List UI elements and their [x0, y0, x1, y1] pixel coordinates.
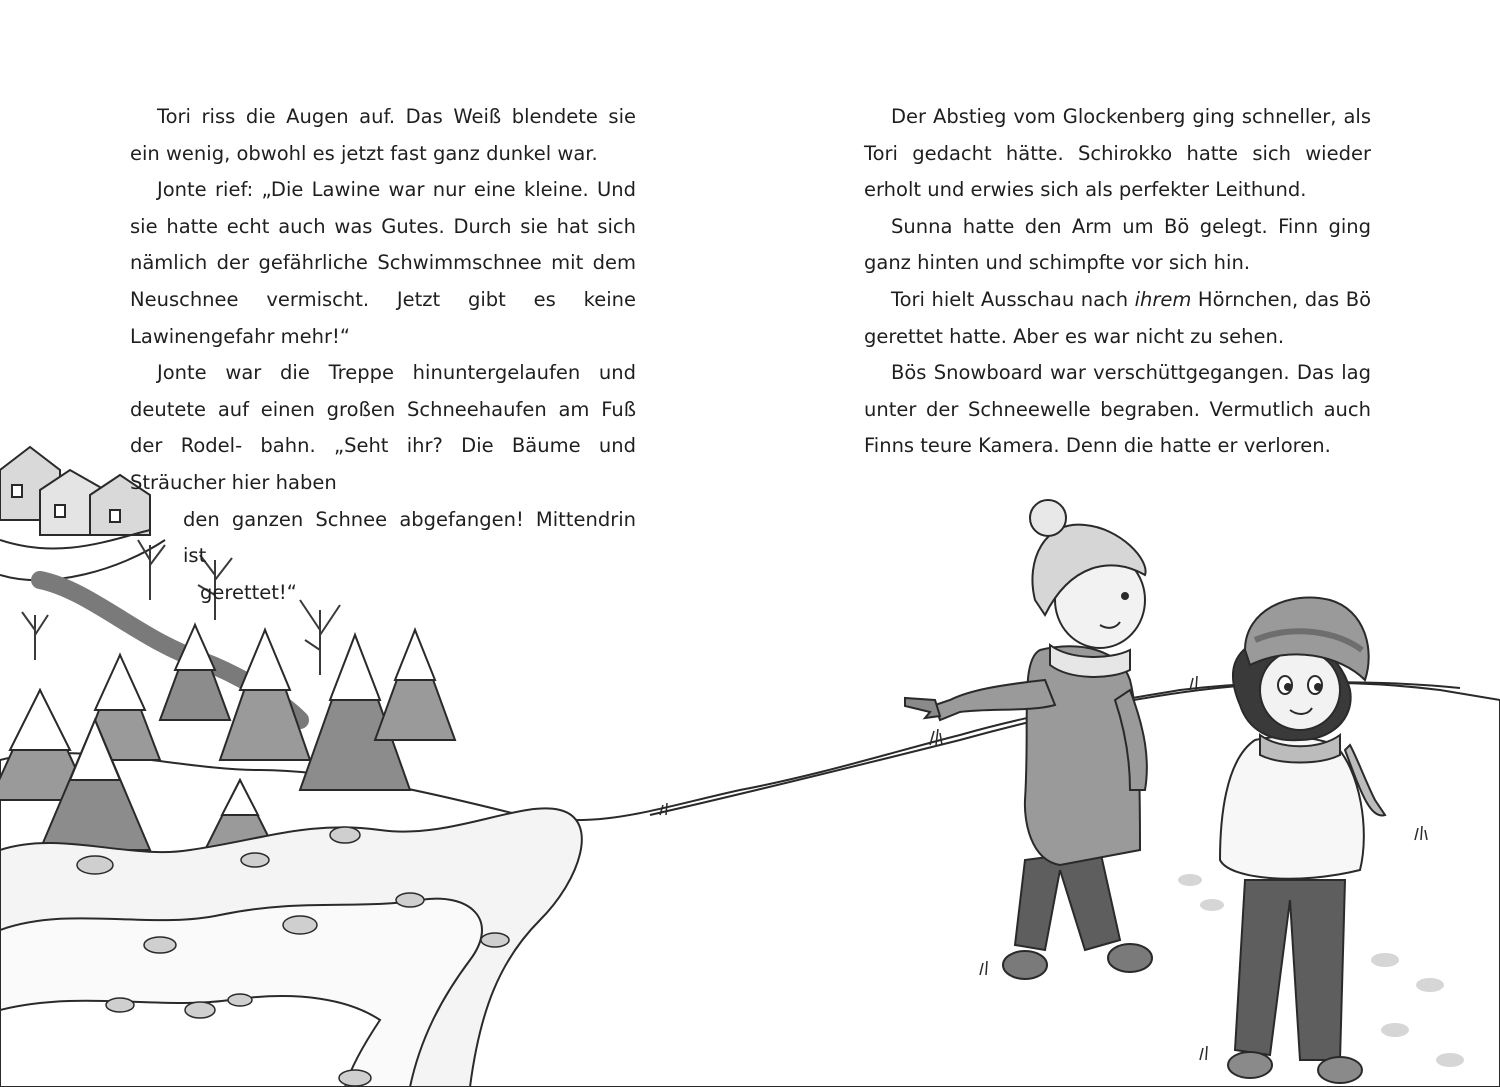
text-line: bahn. „Seht ihr? Die Bäume und Sträucher hier haben [130, 434, 636, 494]
text-line: den ganzen Schnee abgefangen! Mittendrin ist [183, 507, 636, 568]
paragraph: Jonte rief: „Die Lawine war nur eine kleine. Und sie hatte echt auch was Gutes. Durch sie hat sich nämlich der gefährliche Schwimmschnee mit dem Neuschnee vermischt. Jetzt gibt es keine Lawinengefahr mehr!“ [130, 178, 636, 348]
text-line: auf einen großen Schneehaufen am Fuß der Rodel- [130, 397, 636, 458]
village [0, 447, 150, 535]
text-run: Tori hielt Ausschau nach [891, 287, 1135, 311]
text-run: Hörnchen, das Bö gerettet hatte. Aber es war nicht zu sehen. [864, 287, 1371, 348]
paragraph: Der Abstieg vom Glockenberg ging schneller, als Tori gedacht hätte. Schirokko hatte sich wieder erholt und erwies sich als perfekter Leithund. [864, 105, 1371, 202]
paragraph: Tori riss die Augen auf. Das Weiß blendete sie ein wenig, obwohl es jetzt fast ganz dunkel war. [130, 105, 636, 165]
paragraph [864, 282, 1371, 355]
paragraph: Sunna hatte den Arm um Bö gelegt. Finn ging ganz hinten und schimpfte vor sich hin. [864, 214, 1371, 275]
right-page-text [864, 99, 1371, 465]
emphasized-word: ihrem [1134, 287, 1192, 311]
paragraph [130, 355, 636, 611]
text-line: Jonte war die Treppe hinuntergelaufen und deutete [130, 361, 636, 421]
text-line: gerettet!“ [200, 580, 297, 604]
left-page-text [130, 99, 636, 611]
paragraph: Bös Snowboard war verschüttgegangen. Das lag unter der Schneewelle begraben. Vermutlich auch Finns teure Kamera. Denn die hatte er verloren. [864, 361, 1371, 458]
